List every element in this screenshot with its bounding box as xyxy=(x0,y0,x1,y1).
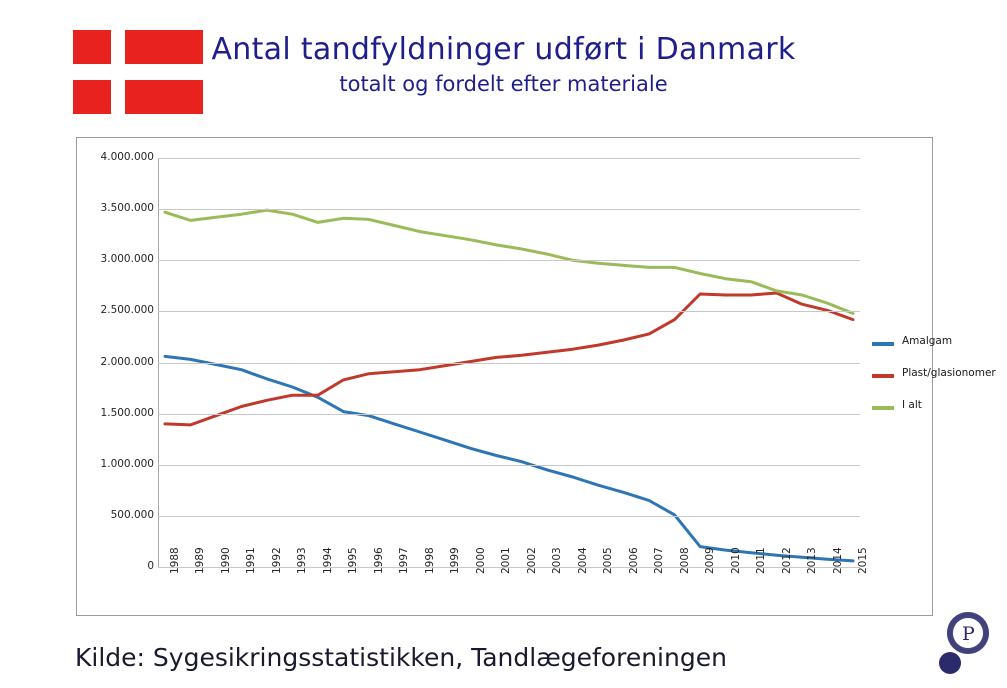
x-axis-tick-label: 2004 xyxy=(576,547,589,574)
chart-legend xyxy=(872,334,1007,430)
chart-series-line xyxy=(165,356,853,561)
legend-item[interactable] xyxy=(872,398,1007,430)
gridline xyxy=(158,158,860,159)
gridline xyxy=(158,516,860,517)
x-axis-tick-label: 1998 xyxy=(423,547,436,574)
x-axis-tick-label: 2013 xyxy=(806,547,819,574)
legend-swatch xyxy=(872,374,894,378)
y-axis-tick-label: 500.000 xyxy=(110,508,154,521)
source-caption: Kilde: Sygesikringsstatistikken, Tandlægeforeningen xyxy=(75,643,727,672)
gridline xyxy=(158,209,860,210)
x-axis-tick-label: 1997 xyxy=(398,547,411,574)
x-axis-tick-label: 2002 xyxy=(525,547,538,574)
x-axis-tick-label: 2012 xyxy=(780,547,793,574)
x-axis-tick-label: 2014 xyxy=(831,547,844,574)
chart-plot-area xyxy=(100,151,869,574)
logo-dot xyxy=(939,652,961,674)
organization-logo xyxy=(939,612,995,674)
gridline xyxy=(158,311,860,312)
logo-glyph: P xyxy=(962,623,975,645)
x-axis-tick-label: 2010 xyxy=(729,547,742,574)
legend-label: Amalgam xyxy=(902,335,953,347)
legend-swatch xyxy=(872,406,894,410)
x-axis-tick-label: 1996 xyxy=(372,547,385,574)
chart-container xyxy=(76,137,996,616)
y-axis-tick-label: 3.500.000 xyxy=(100,202,154,215)
x-axis-tick-label: 2011 xyxy=(755,547,768,574)
x-axis-tick-label: 2006 xyxy=(627,547,640,574)
gridline xyxy=(158,414,860,415)
y-axis-tick-label: 1.500.000 xyxy=(100,406,154,419)
y-axis-tick-label: 2.000.000 xyxy=(100,355,154,368)
gridline xyxy=(158,465,860,466)
chart-series-line xyxy=(165,293,853,425)
y-axis-tick-label: 1.000.000 xyxy=(100,457,154,470)
gridline xyxy=(158,363,860,364)
x-axis-tick-label: 2007 xyxy=(653,547,666,574)
chart-series-line xyxy=(165,210,853,313)
gridline xyxy=(158,260,860,261)
x-axis-tick-label: 1999 xyxy=(449,547,462,574)
x-axis-tick-label: 1991 xyxy=(245,547,258,574)
x-axis-tick-label: 2008 xyxy=(678,547,691,574)
x-axis-tick-label: 1989 xyxy=(194,547,207,574)
x-axis-tick-label: 2001 xyxy=(500,547,513,574)
x-axis-tick-label: 1995 xyxy=(347,547,360,574)
y-axis-tick-label: 2.500.000 xyxy=(100,304,154,317)
page-title: Antal tandfyldninger udført i Danmark xyxy=(211,32,796,67)
x-axis-tick-label: 2005 xyxy=(602,547,615,574)
y-axis-tick-label: 0 xyxy=(147,560,154,572)
x-axis-tick-label: 2003 xyxy=(551,547,564,574)
x-axis-tick-label: 2009 xyxy=(704,547,717,574)
x-axis-tick-label: 2000 xyxy=(474,547,487,574)
x-axis-tick-label: 1990 xyxy=(219,547,232,574)
x-axis-tick-label: 1993 xyxy=(296,547,309,574)
x-axis-tick-label: 1988 xyxy=(169,547,181,574)
x-axis-tick-label: 1992 xyxy=(270,547,283,574)
legend-item[interactable] xyxy=(872,366,1007,398)
legend-label: Plast/glasionomer xyxy=(902,367,996,379)
legend-label: I alt xyxy=(902,399,922,411)
legend-swatch xyxy=(872,342,894,346)
x-axis-tick-label: 1994 xyxy=(321,547,334,574)
legend-item[interactable] xyxy=(872,334,1007,366)
x-axis-tick-label: 2015 xyxy=(857,547,869,574)
y-axis-tick-label: 3.000.000 xyxy=(100,253,154,266)
page-subtitle: totalt og fordelt efter materiale xyxy=(339,72,668,96)
y-axis-tick-label: 4.000.000 xyxy=(100,151,154,163)
